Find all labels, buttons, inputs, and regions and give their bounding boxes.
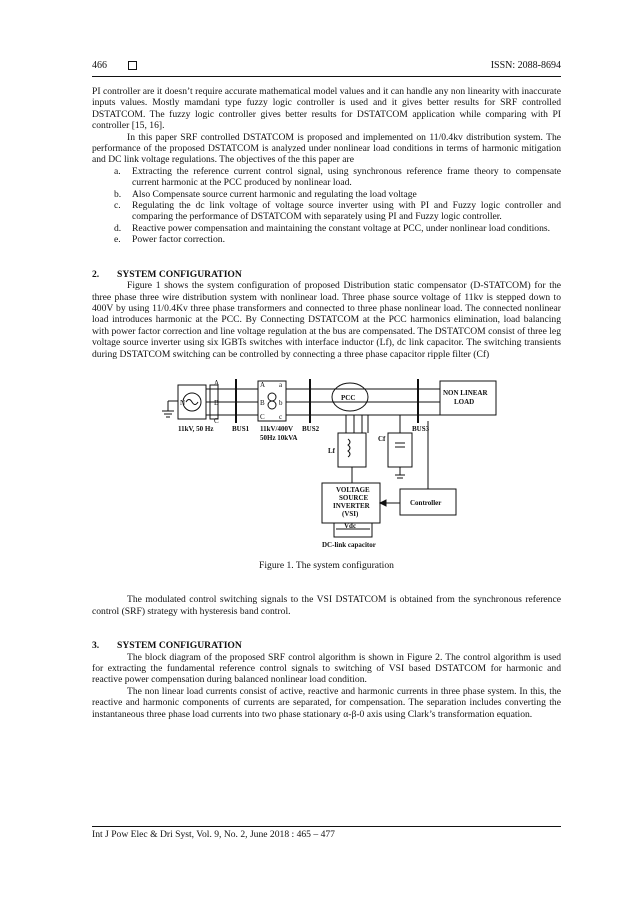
- controller-label: Controller: [410, 498, 442, 507]
- intro-paragraph-1: PI controller are it doesn’t require accurate mathematical model values and it can handle any non linearity with inaccurate inputs values. Mostly mamdani type fuzzy logic controller is used and it gives better results for SRF controlled DSTATCOM. The fuzzy logic controller gives better results for DSTATCOM application while comparing with PI controller [15, 16].: [92, 86, 561, 132]
- transformer-rating-label: 50Hz 10kVA: [260, 433, 298, 442]
- vdc-label: Vdc: [344, 521, 357, 530]
- secondary-b-label: b: [279, 398, 283, 407]
- list-item: e. Power factor correction.: [114, 234, 225, 246]
- system-configuration-diagram: [150, 371, 510, 551]
- dc-link-label: DC-link capacitor: [322, 540, 376, 549]
- page-header: [92, 60, 561, 76]
- pcc-label: PCC: [341, 393, 356, 402]
- list-item: d. Reactive power compensation and maintaining the constant voltage at PCC, under nonlinear load conditions.: [114, 222, 551, 234]
- list-item: b. Also Compensate source current harmonic and regulating the load voltage: [114, 188, 417, 200]
- page-footer: Int J Pow Elec & Dri Syst, Vol. 9, No. 2, June 2018 : 465 – 477: [92, 829, 335, 840]
- page-number: 466: [92, 60, 107, 71]
- page-body: [92, 86, 561, 720]
- secondary-c-label: c: [279, 412, 283, 421]
- section-3-paragraph-1: The block diagram of the proposed SRF control algorithm is shown in Figure 2. The control algorithm is used for extracting the fundamental reference control signals to switching of VSI based DSTATCOM for harmonic and reactive power compensation during balanced nonlinear load condition.: [92, 651, 561, 686]
- load-label: NON LINEAR: [443, 388, 488, 397]
- transformer-label: 11kV/400V: [260, 424, 294, 433]
- bus3-label: BUS3: [412, 424, 430, 433]
- vsi-label-4: (VSI): [342, 509, 359, 518]
- section-3-heading: 3. SYSTEM CONFIGURATION: [92, 640, 242, 652]
- section-2-heading: 2. SYSTEM CONFIGURATION: [92, 268, 242, 280]
- issn: ISSN: 2088-8694: [490, 60, 561, 71]
- phase-a-label: A: [214, 378, 220, 387]
- section-2-paragraph: Figure 1 shows the system configuration of proposed Distribution static compensator (D-STATCOM) for the three phase three wire distribution system with nonlinear load. Three phase source voltage of 11kv is stepped down to 400V by using 11/0.4Kv three phase transformers and connected to three phase nonlinear load. The connected nonlinear load introduces harmonic at the PCC. By Connecting DSTATCOM at the PCC harmonics elimination, load balancing with power factor correction and line voltage regulation at the bus are compensated. The DSTATCOM consist of three leg voltage source inverter using six IGBTs switches with interface inductor (Lf), dc link capacitor. The switching transients during DSTATCOM switching can be controlled by connecting a three phase capacitor ripple filter (Cf): [92, 280, 561, 360]
- header-rule: [92, 76, 561, 77]
- vsi-label-3: INVERTER: [333, 501, 370, 510]
- transformer-a-label: A: [260, 380, 266, 389]
- list-item: a. Extracting the reference current control signal, using synchronous reference frame theory to compensate current harmonic at the PCC produced by nonlinear load.: [114, 165, 561, 189]
- figure-1-caption: Figure 1. The system configuration: [259, 559, 394, 571]
- phase-b-label: B: [214, 398, 219, 407]
- bus1-label: BUS1: [232, 424, 250, 433]
- phase-c-label: C: [214, 416, 219, 425]
- transformer-b-label: B: [260, 398, 265, 407]
- header-box-icon: [128, 61, 137, 70]
- footer-rule: [92, 826, 561, 827]
- section-3-paragraph-2: The non linear load currents consist of active, reactive and harmonic currents in three phase system. In this, the reactive and harmonic components of currents are separated, for compensation. The separation includes converting the instantaneous three phase load currents into two phase stationary α-β-0 axis using Clark’s transformation equation.: [92, 685, 561, 720]
- list-item: c. Regulating the dc link voltage of voltage source inverter using with PI and Fuzzy logic controller and comparing the performance of DSTATCOM with separately using PI and Fuzzy logic controller.: [114, 200, 561, 223]
- load-label-2: LOAD: [454, 397, 475, 406]
- source-label: 11kV, 50 Hz: [178, 424, 214, 433]
- bus2-label: BUS2: [302, 424, 320, 433]
- intro-paragraph-2: In this paper SRF controlled DSTATCOM is proposed and implemented on 11/0.4kv distribution system. The performance of the proposed DSTATCOM is analyzed under nonlinear load conditions in terms of harmonic mitigation and DC link voltage regulations. The objectives of the this paper are: [92, 131, 561, 166]
- cf-label: Cf: [378, 434, 386, 443]
- transformer-c-label: C: [260, 412, 265, 421]
- lf-label: Lf: [328, 446, 335, 455]
- figure-1: [92, 371, 561, 551]
- objectives-list: [92, 166, 561, 246]
- vsi-label-2: SOURCE: [339, 493, 369, 502]
- neutral-label: N: [180, 398, 186, 407]
- after-figure-paragraph: The modulated control switching signals to the VSI DSTATCOM is obtained from the synchronous reference control (SRF) strategy with hysteresis band control.: [92, 594, 561, 617]
- vsi-label: VOLTAGE: [336, 485, 370, 494]
- secondary-a-label: a: [279, 380, 283, 389]
